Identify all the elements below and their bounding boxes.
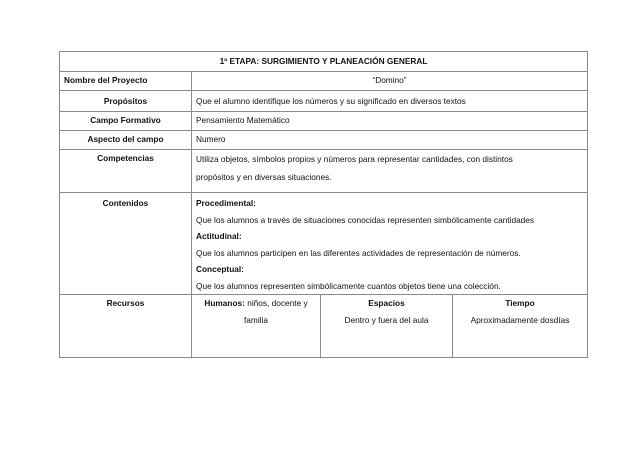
field-label: Campo Formativo — [60, 112, 192, 131]
competencies-line-1: Utiliza objetos, símbolos propios y números para representar cantidades, con distintos — [196, 154, 513, 164]
purposes-value: Que el alumno identifique los números y su significado en diversos textos — [192, 91, 588, 112]
purposes-label: Propósitos — [60, 91, 192, 112]
planning-document — [59, 51, 587, 358]
spaces-text: Dentro y fuera del aula — [344, 314, 429, 325]
spaces-heading: Espacios — [368, 298, 405, 308]
stage-title: 1º ETAPA: SURGIMIENTO Y PLANEACIÓN GENERAL — [60, 52, 588, 72]
procedural-heading: Procedimental: — [196, 198, 256, 208]
aspect-label: Aspecto del campo — [60, 131, 192, 150]
header-row — [60, 52, 588, 72]
attitudinal-heading: Actitudinal: — [196, 231, 242, 241]
resources-label: Recursos — [60, 295, 192, 358]
project-value: “Domino” — [192, 72, 588, 91]
time-cell — [453, 295, 588, 358]
human-resources-cell — [192, 295, 321, 358]
time-text: Aproximadamente dosdías — [470, 314, 570, 325]
resources-row — [60, 295, 588, 358]
contents-row — [60, 193, 588, 295]
human-resources-text-2: familia — [244, 314, 268, 325]
project-row — [60, 72, 588, 91]
project-label: Nombre del Proyecto — [60, 72, 192, 91]
aspect-value: Numero — [192, 131, 588, 150]
competencies-line-2: propósitos y en diversas situaciones. — [196, 172, 332, 182]
competencies-row — [60, 150, 588, 193]
human-resources-heading: Humanos: — [204, 298, 245, 308]
time-heading: Tiempo — [505, 298, 535, 308]
human-resources-text-1: niños, docente y — [247, 298, 308, 308]
field-row — [60, 112, 588, 131]
conceptual-text: Que los alumnos representen simbólicamente cuantos objetos tiene una colección. — [196, 280, 501, 291]
competencies-label: Competencias — [60, 150, 192, 193]
competencies-value — [192, 150, 588, 193]
contents-label: Contenidos — [60, 193, 192, 295]
aspect-row — [60, 131, 588, 150]
planning-table — [59, 51, 588, 358]
conceptual-heading: Conceptual: — [196, 264, 244, 274]
attitudinal-text: Que los alumnos participen en las diferentes actividades de representación de números. — [196, 247, 521, 258]
contents-value — [192, 193, 588, 295]
procedural-text: Que los alumnos a través de situaciones conocidas representen simbólicamente cantidades — [196, 214, 535, 225]
purposes-row — [60, 91, 588, 112]
spaces-cell — [321, 295, 453, 358]
field-value: Pensamiento Matemático — [192, 112, 588, 131]
